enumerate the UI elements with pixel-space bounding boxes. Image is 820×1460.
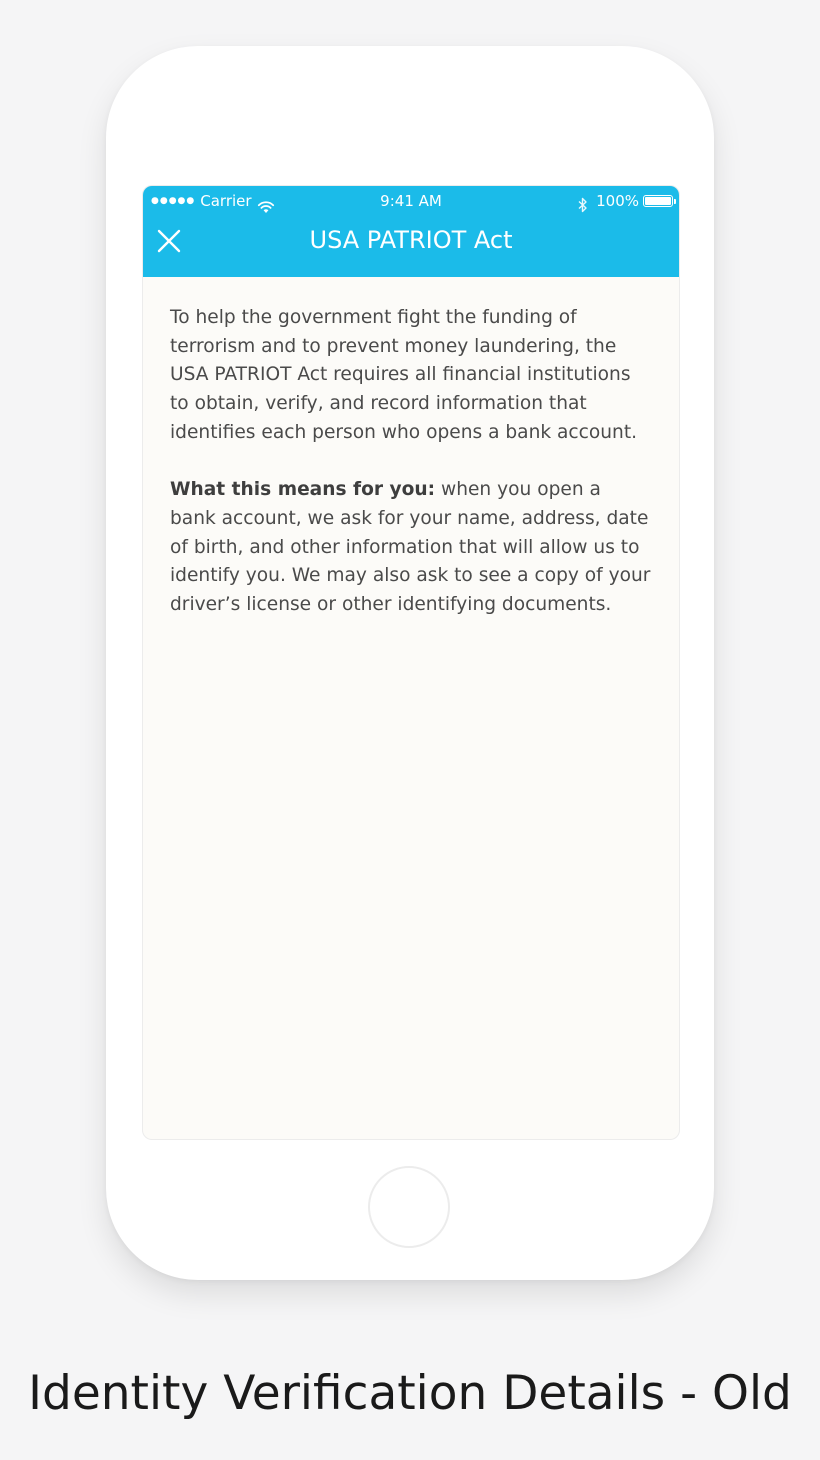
status-right <box>578 186 673 216</box>
status-time: 9:41 AM <box>380 192 442 210</box>
notice-paragraph: To help the government fight the funding of terrorism and to prevent money laundering, the USA PATRIOT Act requires all financial institutions to obtain, verify, and record information that identifies each person who opens a bank account. <box>170 307 638 443</box>
screen-caption: Identity Verification Details - Old <box>28 1366 792 1421</box>
carrier-label: Carrier <box>200 192 252 210</box>
nav-title: USA PATRIOT Act <box>309 226 513 254</box>
battery-icon <box>643 195 673 207</box>
phone-screen <box>143 186 679 1139</box>
notice-content <box>170 304 652 648</box>
battery-percentage: 100% <box>596 192 639 210</box>
home-button[interactable] <box>368 1166 450 1248</box>
signal-strength-icon: ●●●●● <box>151 196 196 206</box>
notice-paragraph-meaning <box>170 476 652 620</box>
meaning-text: when you open a bank account, we ask for your name, address, date of birth, and other information that will allow us to identify you. We may also ask to see a copy of your driver’s license or other identifying documents. <box>170 479 651 616</box>
meaning-heading: What this means for you: <box>170 479 436 501</box>
bluetooth-icon <box>578 193 588 209</box>
navigation-bar <box>143 186 679 277</box>
status-bar <box>143 186 679 216</box>
